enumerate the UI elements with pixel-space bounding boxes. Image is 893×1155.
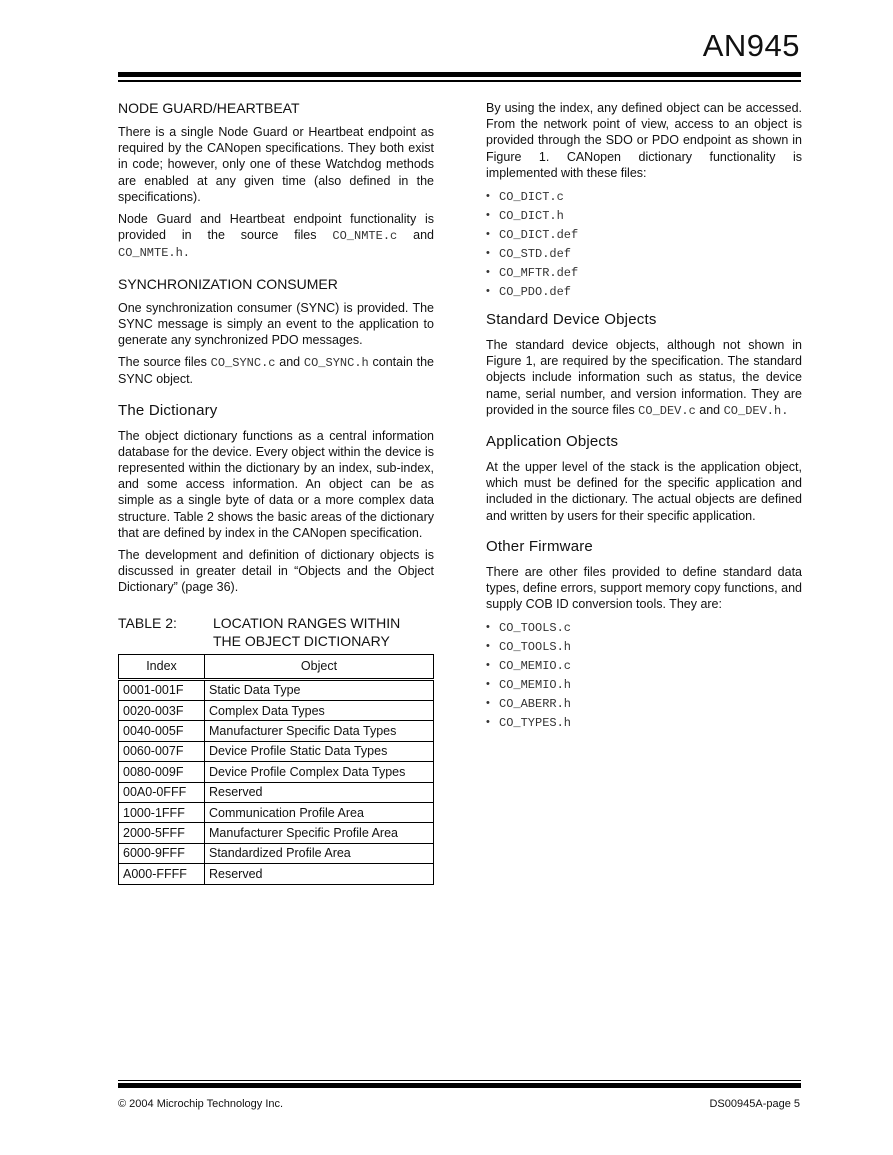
index-cell: 0080-009F <box>119 762 205 782</box>
other-firmware-heading: Other Firmware <box>486 537 593 555</box>
node-guard-paragraph-2 <box>118 211 434 262</box>
object-cell: Manufacturer Specific Profile Area <box>205 823 434 843</box>
list-item <box>486 675 802 694</box>
file-name: CO_DICT.def <box>499 228 579 243</box>
sync-p2-end: contain the SYNC object. <box>118 355 434 387</box>
dictionary-access-paragraph: By using the index, any defined object can be accessed. From the network point of view, access to an object is provided through the SDO or PDO endpoint as shown in Figure 1. CANopen dictionary functionality is implemented with these files: <box>486 101 802 180</box>
document-number: AN945 <box>702 28 800 63</box>
object-cell: Static Data Type <box>205 679 434 700</box>
dictionary-file-list <box>486 187 802 301</box>
application-objects-heading: Application Objects <box>486 433 619 451</box>
footer-rule <box>118 1083 801 1088</box>
index-cell: 0020-003F <box>119 701 205 721</box>
list-item <box>486 206 802 225</box>
object-cell: Manufacturer Specific Data Types <box>205 721 434 741</box>
file-name: CO_MFTR.def <box>499 266 579 281</box>
right-column <box>486 100 802 746</box>
index-cell: 0040-005F <box>119 721 205 741</box>
bullet: • <box>486 640 490 653</box>
application-objects-paragraph: At the upper level of the stack is the application object, which must be defined for the specific application and included in the dictionary. The actual objects are defined and written by users for their specific application. <box>486 460 802 523</box>
header-rule <box>118 72 801 77</box>
bullet: • <box>486 247 490 260</box>
node-guard-section <box>118 100 434 262</box>
bullet: • <box>486 228 490 241</box>
index-cell: 2000-5FFF <box>119 823 205 843</box>
object-cell: Communication Profile Area <box>205 803 434 823</box>
file-co-sync-h: CO_SYNC.h <box>303 356 369 371</box>
file-name: CO_PDO.def <box>499 285 572 300</box>
bullet: • <box>486 678 490 691</box>
table-row <box>119 843 434 863</box>
table-row <box>119 864 434 884</box>
application-objects-section <box>486 433 802 524</box>
bullet: • <box>486 659 490 672</box>
sync-paragraph-2 <box>118 354 434 387</box>
index-cell: 0001-001F <box>119 679 205 700</box>
table-title: LOCATION RANGES WITHIN THE OBJECT DICTIONARY <box>213 614 401 649</box>
standard-device-heading: Standard Device Objects <box>486 311 657 329</box>
file-name: CO_TOOLS.h <box>499 640 572 655</box>
other-firmware-paragraph: There are other files provided to define standard data types, define errors, support memory copy functions, and supply COB ID conversion tools. They are: <box>486 564 802 612</box>
sync-p2-text: The source files <box>118 355 211 370</box>
file-name: CO_ABERR.h <box>499 697 572 712</box>
sync-heading: SYNCHRONIZATION CONSUMER <box>118 275 338 292</box>
list-item <box>486 225 802 244</box>
file-name: CO_MEMIO.h <box>499 678 572 693</box>
dictionary-heading: The Dictionary <box>118 401 218 419</box>
list-item <box>486 694 802 713</box>
standard-device-paragraph <box>486 337 802 419</box>
header-rule-thin <box>118 80 801 82</box>
bullet: • <box>486 266 490 279</box>
footer-rule-thin <box>118 1080 801 1081</box>
list-item <box>486 713 802 732</box>
file-name: CO_DICT.c <box>499 190 564 205</box>
list-item <box>486 637 802 656</box>
and-text: and <box>397 228 434 243</box>
object-cell: Device Profile Complex Data Types <box>205 762 434 782</box>
table-row <box>119 823 434 843</box>
firmware-file-list <box>486 618 802 732</box>
list-item <box>486 656 802 675</box>
list-item <box>486 282 802 301</box>
table-header-row <box>119 654 434 679</box>
and-text: and <box>695 402 724 417</box>
table-label: TABLE 2: <box>118 614 177 631</box>
node-guard-heading: NODE GUARD/HEARTBEAT <box>118 100 300 116</box>
list-item <box>486 263 802 282</box>
node-guard-paragraph-1: There is a single Node Guard or Heartbeat endpoint as required by the CANopen specifications. They both exist in code; however, only one of these Watchdog methods are enabled at any given time (also defined in the specifications). <box>118 125 434 204</box>
standard-device-section <box>486 311 802 419</box>
file-name: CO_TYPES.h <box>499 716 572 731</box>
left-column <box>118 100 434 885</box>
index-cell: 00A0-0FFF <box>119 782 205 802</box>
table-row <box>119 741 434 761</box>
file-co-nmte-h: CO_NMTE.h. <box>118 246 191 261</box>
bullet: • <box>486 209 490 222</box>
location-ranges-table <box>118 654 434 885</box>
file-co-nmte-c: CO_NMTE.c <box>332 229 398 244</box>
header-object: Object <box>205 654 434 679</box>
object-cell: Reserved <box>205 864 434 884</box>
dictionary-paragraph-2: The development and definition of dictionary objects is discussed in greater detail in “Objects and the Object Dictionary” (page 36). <box>118 548 434 595</box>
bullet: • <box>486 190 490 203</box>
index-cell: A000-FFFF <box>119 864 205 884</box>
file-name: CO_STD.def <box>499 247 572 262</box>
bullet: • <box>486 697 490 710</box>
page-number: DS00945A-page 5 <box>709 1098 800 1110</box>
dictionary-paragraph-1: The object dictionary functions as a central information database for the device. Every object within the device is represented within the dictionary by an index, sub-index, and some access information. An object can be as simple as a single byte of data or a more complex data structure. Table 2 shows the basic areas of the dictionary that are defined by index in the CANopen specification. <box>118 428 434 540</box>
dictionary-section <box>118 402 434 596</box>
node-guard-p2-text: Node Guard and Heartbeat endpoint functionality is provided in the source files <box>118 212 434 243</box>
table-row <box>119 803 434 823</box>
sync-section <box>118 276 434 388</box>
table-row <box>119 679 434 700</box>
file-co-dev-c: CO_DEV.c <box>638 403 696 418</box>
list-item <box>486 244 802 263</box>
list-item <box>486 187 802 206</box>
object-cell: Standardized Profile Area <box>205 843 434 863</box>
list-item <box>486 618 802 637</box>
table-row <box>119 762 434 782</box>
table-row <box>119 782 434 802</box>
file-co-sync-c: CO_SYNC.c <box>210 356 276 371</box>
file-name: CO_DICT.h <box>499 209 564 224</box>
bullet: • <box>486 716 490 729</box>
index-cell: 1000-1FFF <box>119 803 205 823</box>
sync-paragraph-1: One synchronization consumer (SYNC) is provided. The SYNC message is simply an event to the application to generate any synchronized PDO messages. <box>118 300 434 348</box>
table-row <box>119 701 434 721</box>
table-row <box>119 721 434 741</box>
other-firmware-section <box>486 538 802 733</box>
index-cell: 0060-007F <box>119 741 205 761</box>
index-cell: 6000-9FFF <box>119 843 205 863</box>
object-cell: Device Profile Static Data Types <box>205 741 434 761</box>
file-name: CO_TOOLS.c <box>499 621 572 636</box>
file-name: CO_MEMIO.c <box>499 659 572 674</box>
standard-device-text: The standard device objects, although not shown in Figure 1, are required by the specification. The standard objects include information such as status, the device name, serial number, and version information. They are provided in the source files <box>486 338 802 417</box>
object-cell: Complex Data Types <box>205 701 434 721</box>
header-index: Index <box>119 654 205 679</box>
and-text: and <box>275 355 304 370</box>
copyright-notice: © 2004 Microchip Technology Inc. <box>118 1098 284 1110</box>
bullet: • <box>486 285 490 298</box>
table-caption <box>118 614 434 650</box>
bullet: • <box>486 621 490 634</box>
file-co-dev-h: CO_DEV.h. <box>723 403 789 418</box>
object-cell: Reserved <box>205 782 434 802</box>
